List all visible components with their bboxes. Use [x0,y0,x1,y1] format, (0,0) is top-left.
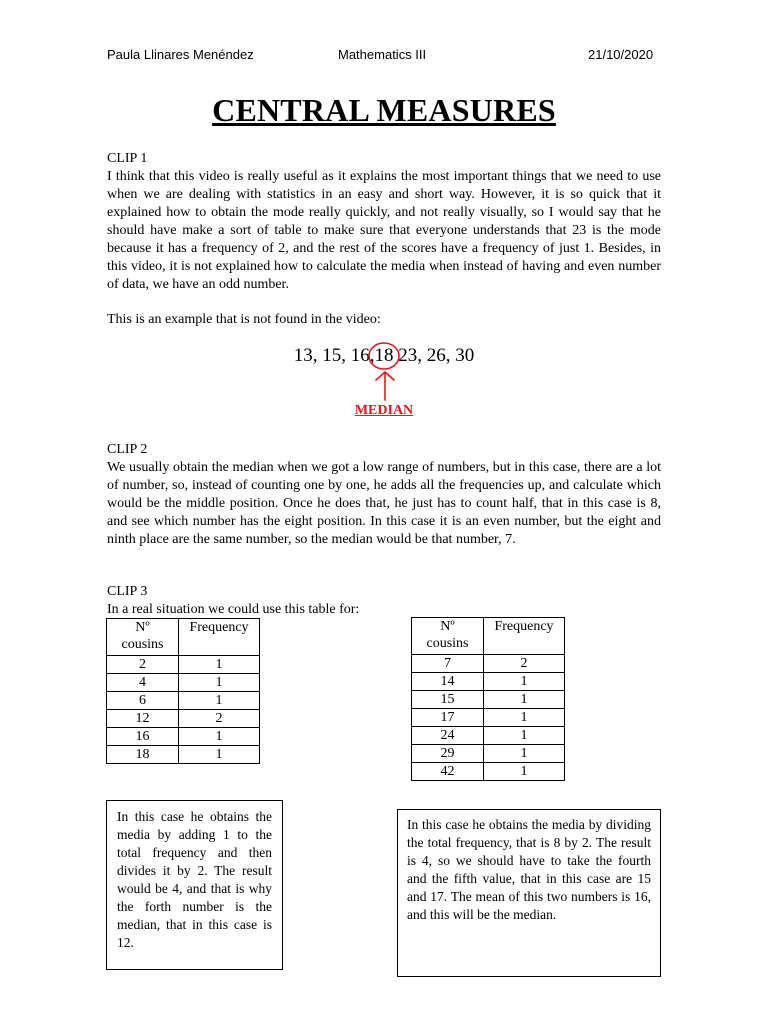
cell-cousins: 12 [107,710,179,728]
clip2-label: CLIP 2 [107,442,148,457]
cell-cousins: 18 [107,746,179,764]
clip3-section [107,583,661,619]
explanation-box-right: In this case he obtains the media by dividing the total frequency, that is 8 by 2. The result is 4, so we should have to take the fourth and the fifth value, that in this case are 15 and 17. The mean of this two numbers is 16, and this will be the median. [397,809,661,977]
cell-frequency: 1 [179,692,260,710]
cell-frequency: 1 [484,745,565,763]
table-header-row [107,619,260,656]
col-header-cousins-line2: cousins [121,637,164,652]
cell-frequency: 1 [179,728,260,746]
frequency-table-right [411,617,565,781]
table-row [412,691,565,709]
cell-cousins: 17 [412,709,484,727]
header-subject: Mathematics III [338,47,427,62]
table-body [412,655,565,781]
header-author: Paula Llinares Menéndez [107,47,254,62]
col-header-cousins-line2: cousins [426,636,469,651]
page-title: CENTRAL MEASURES [212,92,556,128]
cell-cousins: 16 [107,728,179,746]
example-before: 13, 15, 16, [293,345,375,366]
cell-frequency: 2 [484,655,565,673]
explanation-box-left: In this case he obtains the media by adding 1 to the total frequency and then divides it by 2. The result would be 4, and that is why the forth number is the median, that in this case is 12. [106,800,283,970]
col-header-frequency: Frequency [179,619,260,656]
table-row [107,746,260,764]
col-header-frequency: Frequency [484,618,565,655]
example-median-value: 18 [374,345,394,366]
cell-frequency: 1 [484,727,565,745]
cell-cousins: 29 [412,745,484,763]
cell-cousins: 14 [412,673,484,691]
cell-frequency: 1 [484,691,565,709]
clip1-section [107,150,661,294]
table-row [412,763,565,781]
cell-cousins: 2 [107,656,179,674]
col-header-cousins-line1: Nº [440,619,455,634]
clip3-label: CLIP 3 [107,584,148,599]
col-header-cousins [107,619,179,656]
table-row [412,727,565,745]
cell-cousins: 24 [412,727,484,745]
cell-frequency: 1 [484,673,565,691]
clip3-intro: In a real situation we could use this table for: [107,602,360,617]
cell-cousins: 15 [412,691,484,709]
example-after: 23, 26, 30 [393,345,475,366]
example-intro: This is an example that is not found in the video: [107,312,381,327]
table-header-row [412,618,565,655]
clip2-paragraph: We usually obtain the median when we got a low range of numbers, but in this case, there are a lot of number, so, instead of counting one by one, he adds all the frequencies up, and calculate which would be the middle position. Once he does that, he just has to count half, that in this case is 8, and see which number has the eight position. In this case it is an even number, but the eight and ninth place are the same number, so the median would be that number, 7. [107,460,661,547]
table-row [412,655,565,673]
median-arrow [376,372,394,400]
table-row [107,692,260,710]
cell-cousins: 7 [412,655,484,673]
cell-cousins: 42 [412,763,484,781]
median-circle [369,343,399,369]
table-row [107,674,260,692]
clip1-paragraph: I think that this video is really useful as it explains the most important things that we need to use when we are dealing with statistics in an easy and short way. However, it is so quick that it explained how to obtain the mode really quickly, and not really visually, so I would say that he should have make a sort of table to make sure that everyone understands that 23 is the mode because it has a frequency of 2, and the rest of the scores have a frequency of just 1. Besides, in this video, it is not explained how to calculate the media when instead of having and even number of data, we have an odd number. [107,169,661,292]
frequency-table-left [106,618,260,764]
cell-frequency: 2 [179,710,260,728]
cell-frequency: 1 [179,746,260,764]
header-date: 21/10/2020 [588,47,654,62]
cell-cousins: 4 [107,674,179,692]
table-row [412,745,565,763]
cell-cousins: 6 [107,692,179,710]
col-header-cousins-line1: Nº [135,620,150,635]
median-label: MEDIAN [354,403,414,418]
cell-frequency: 1 [179,674,260,692]
cell-frequency: 1 [179,656,260,674]
col-header-cousins [412,618,484,655]
cell-frequency: 1 [484,709,565,727]
median-circle-arrow-mark [362,340,408,402]
clip2-section [107,441,661,549]
table-row [412,709,565,727]
table-row [412,673,565,691]
cell-frequency: 1 [484,763,565,781]
table-row [107,710,260,728]
table-row [107,728,260,746]
table-row [107,656,260,674]
table-body [107,656,260,764]
clip1-label: CLIP 1 [107,151,148,166]
